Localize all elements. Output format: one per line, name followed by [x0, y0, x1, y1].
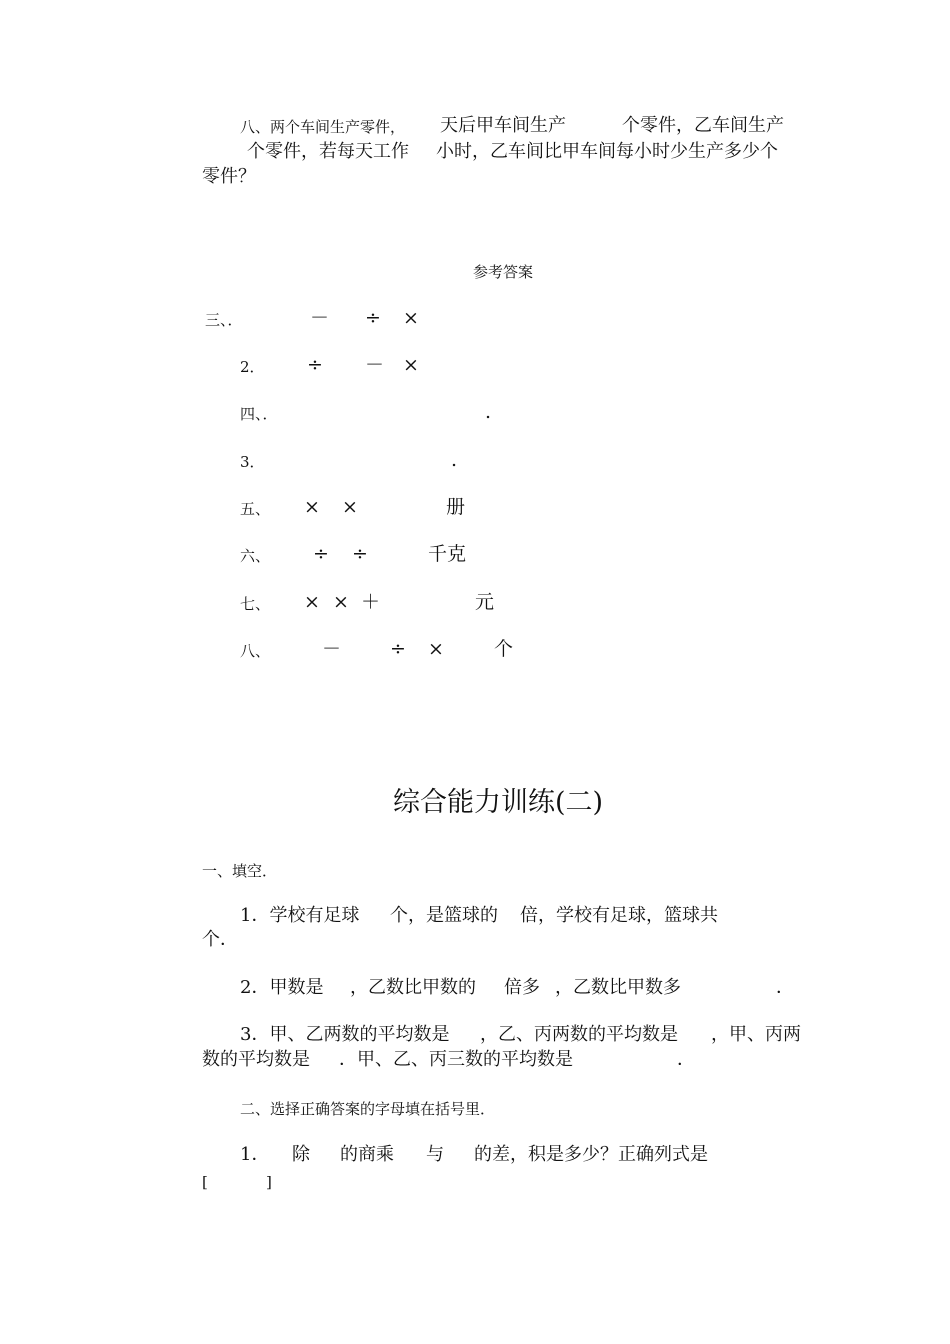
problem8-text: 天后甲车间生产	[440, 115, 566, 136]
answer-mark: ×	[403, 307, 419, 329]
question-text: 的差，积是多少？正确列式是	[474, 1144, 708, 1165]
answers-heading: 参考答案	[473, 263, 534, 281]
answer-mark: －	[322, 638, 342, 660]
question-text: ，乙、丙两数的平均数是	[480, 1024, 678, 1045]
answer-mark: ÷	[313, 543, 329, 565]
answer-mark: ×	[428, 638, 444, 660]
answer-mark: ÷	[365, 307, 381, 329]
answer-label: 3．	[240, 453, 265, 471]
question-text: 个，是篮球的	[390, 905, 498, 926]
question-text: ，乙数比甲数的	[350, 977, 476, 998]
answer-mark: 册	[446, 496, 466, 518]
question-text: ．甲、乙、丙三数的平均数是	[339, 1049, 573, 1070]
question-text: 1．学校有足球	[240, 905, 360, 926]
answer-label: 七、	[240, 595, 271, 613]
problem8-text: 个零件，乙车间生产	[622, 115, 784, 136]
answer-mark: 千克	[428, 543, 467, 565]
answer-bracket-close: ]	[266, 1173, 272, 1191]
part2-heading: 二、选择正确答案的字母填在括号里．	[240, 1100, 496, 1118]
question-text: ，甲、丙两	[711, 1024, 801, 1045]
problem8-text: 零件？	[202, 166, 256, 187]
question-text: ．	[776, 977, 794, 998]
answer-mark: .	[451, 449, 458, 471]
answer-mark: ×	[342, 496, 358, 518]
answer-label: 五、	[240, 500, 271, 518]
question-text: 倍多	[504, 977, 540, 998]
question-text: 个．	[202, 929, 238, 950]
answer-mark: 个	[494, 638, 514, 660]
answer-label: 八、	[240, 642, 271, 660]
question-text: 2．甲数是	[240, 977, 324, 998]
answer-mark: ÷	[390, 638, 406, 660]
answer-mark: －	[310, 307, 330, 329]
answer-mark: ÷	[352, 543, 368, 565]
question-text: ．	[677, 1049, 695, 1070]
answer-label: 2．	[240, 358, 265, 376]
problem8-text: 八、两个车间生产零件，	[240, 118, 406, 136]
answer-mark: ＋	[361, 591, 381, 613]
answer-label: 四、．	[240, 405, 278, 423]
answer-mark: 元	[475, 591, 495, 613]
answer-mark: ÷	[307, 354, 323, 376]
answer-mark: ×	[304, 496, 320, 518]
answer-mark: ×	[304, 591, 320, 613]
answer-label: 六、	[240, 547, 271, 565]
question-text: 倍，学校有足球，篮球共	[520, 905, 718, 926]
answer-label: 三、．	[205, 311, 243, 329]
question-text: 1．	[240, 1144, 270, 1165]
question-text: 数的平均数是	[202, 1049, 310, 1070]
answer-mark: ×	[403, 354, 419, 376]
problem8-text: 小时，乙车间比甲车间每小时少生产多少个	[436, 141, 778, 162]
question-text: 3．甲、乙两数的平均数是	[240, 1024, 450, 1045]
problem8-text: 个零件，若每天工作	[247, 141, 409, 162]
section-title: 综合能力训练(二)	[393, 787, 604, 818]
question-text: 与	[426, 1144, 444, 1165]
answer-mark: .	[485, 401, 492, 423]
question-text: ，乙数比甲数多	[555, 977, 681, 998]
question-text: 除	[292, 1144, 310, 1165]
question-text: 的商乘	[340, 1144, 394, 1165]
answer-mark: －	[365, 354, 385, 376]
part1-heading: 一、填空．	[202, 862, 278, 880]
answer-bracket-open: [	[202, 1173, 208, 1191]
answer-mark: ×	[333, 591, 349, 613]
